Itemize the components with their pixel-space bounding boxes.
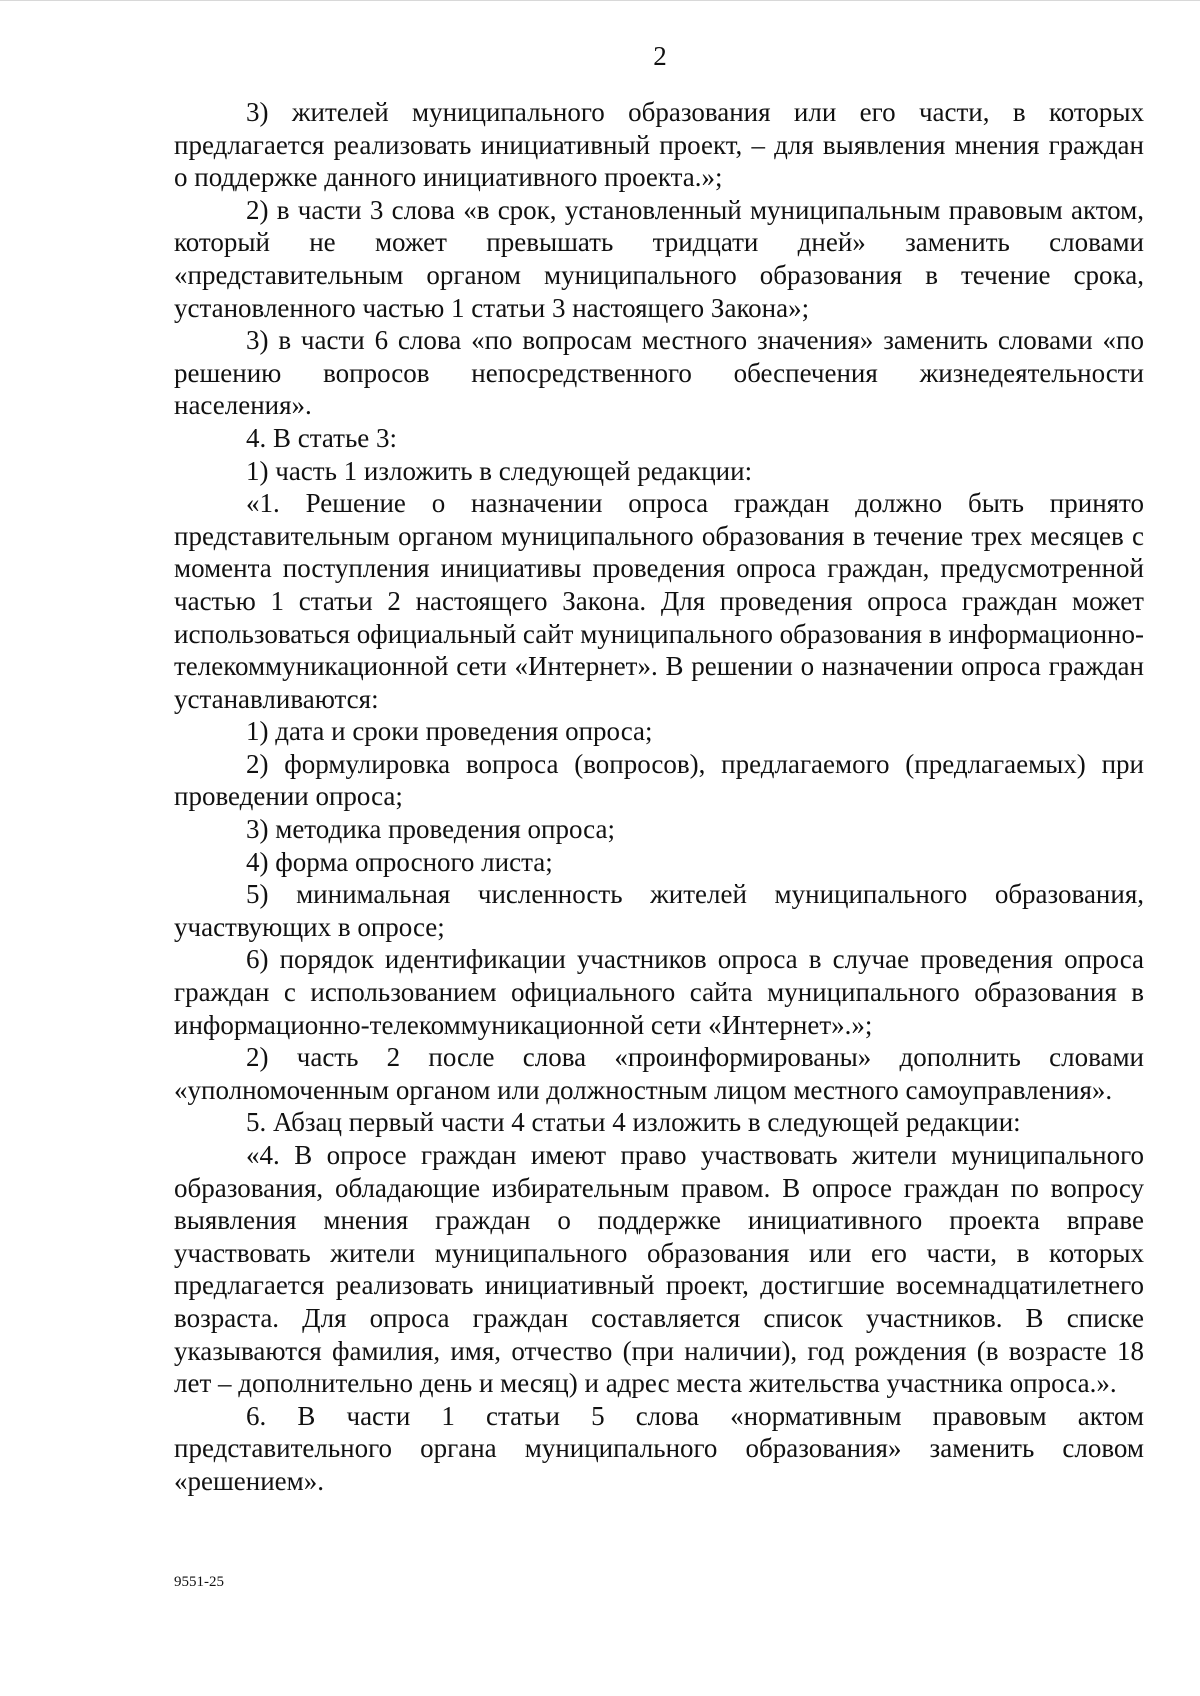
list-item-questionnaire-form: 4) форма опросного листа; [246, 846, 553, 877]
page-number: 2 [653, 41, 667, 71]
paragraph-article-3-heading: 4. В статье 3: [246, 422, 398, 453]
paragraph-amend-part-6: 3) в части 6 слова «по вопросам местного значения» заменить словами «по решению вопросов непосредственного обеспечения жизнедеятельности населения». [174, 325, 1144, 421]
list-item-methodology: 3) методика проведения опроса; [246, 814, 615, 845]
list-item-dates: 1) дата и сроки проведения опроса; [246, 716, 653, 747]
paragraph-item-3-residents: 3) жителей муниципального образования или его части, в которых предлагается реализовать инициативный проект, – для выявления мнения граждан о поддержке данного инициативного проекта.»; [174, 97, 1144, 193]
list-item-minimum-participants: 5) минимальная численность жителей муниципального образования, участвующих в опросе; [174, 879, 1144, 942]
paragraph-part-2-addition: 2) часть 2 после слова «проинформированы» дополнить словами «уполномоченным органом или должностным лицом местного самоуправления». [174, 1042, 1144, 1105]
paragraph-survey-participants: «4. В опросе граждан имеют право участвовать жители муниципального образования, обладающие избирательным правом. В опросе граждан по вопросу выявления мнения граждан о поддержке инициативного проекта вправе участвовать жители муниципального образования или его части, в которых предлагается реализовать инициативный проект, достигшие восемнадцатилетнего возраста. Для опроса граждан составляется список участников. В списке указываются фамилия, имя, отчество (при наличии), год рождения (в возрасте 18 лет – дополнительно день и месяц) и адрес места жительства участника опроса.». [174, 1140, 1144, 1399]
list-item-identification: 6) порядок идентификации участников опроса в случае проведения опроса граждан с использованием официального сайта муниципального образования в информационно-телекоммуникационной сети «Интернет».»; [174, 944, 1144, 1040]
paragraph-part-1-new-edition: 1) часть 1 изложить в следующей редакции: [246, 455, 753, 486]
paragraph-article-4-heading: 5. Абзац первый части 4 статьи 4 изложить в следующей редакции: [246, 1107, 1021, 1138]
document-body [174, 96, 1144, 1498]
list-item-question-wording: 2) формулировка вопроса (вопросов), предлагаемого (предлагаемых) при проведении опроса; [174, 748, 1144, 812]
scan-edge-line [0, 0, 1200, 1]
paragraph-article-5-amendment: 6. В части 1 статьи 5 слова «нормативным правовым актом представительного органа муниципального образования» заменить словом «решением». [174, 1400, 1144, 1496]
paragraph-amend-part-3: 2) в части 3 слова «в срок, установленный муниципальным правовым актом, который не может превышать тридцати дней» заменить словами «представительным органом муниципального образования в течение срока, установленного частью 1 статьи 3 настоящего Закона»; [174, 194, 1144, 323]
document-code: 9551-25 [174, 1574, 224, 1590]
paragraph-decision-on-survey: «1. Решение о назначении опроса граждан должно быть принято представительным органом муниципального образования в течение трех месяцев с момента поступления инициативы проведения опроса граждан, предусмотренной частью 1 статьи 2 настоящего Закона. Для проведения опроса граждан может использоваться официальный сайт муниципального образования в информационно-телекоммуникационной сети «Интернет». В решении о назначении опроса граждан устанавливаются: [174, 488, 1144, 714]
